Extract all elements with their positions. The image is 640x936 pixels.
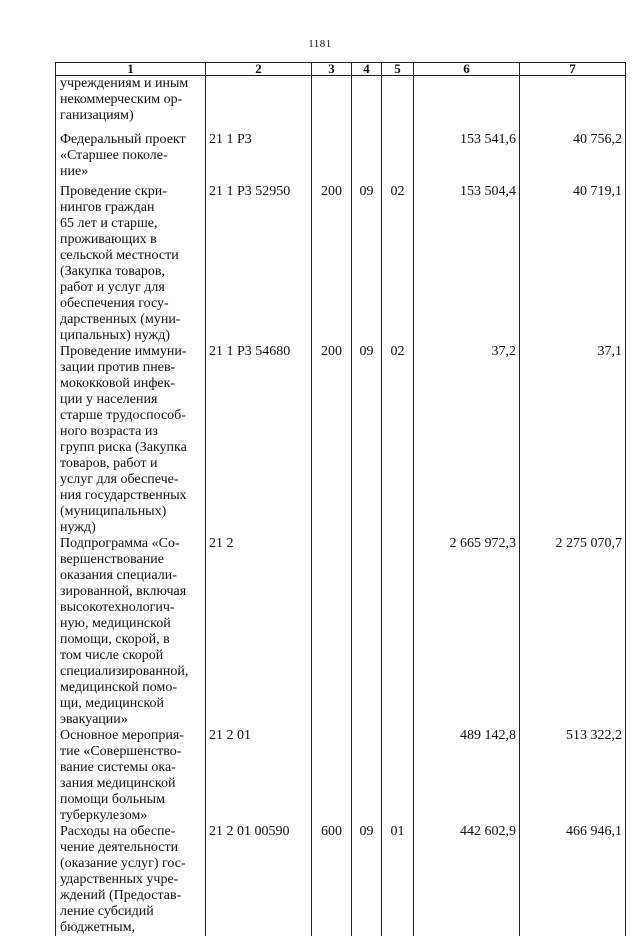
row-col3	[312, 76, 352, 132]
row-value-6: 153 504,4	[414, 184, 520, 344]
row-col5: 02	[382, 344, 414, 536]
row-col5	[382, 536, 414, 728]
header-col-5: 5	[382, 63, 414, 76]
row-col3: 200	[312, 184, 352, 344]
row-col5	[382, 132, 414, 184]
row-value-6: 37,2	[414, 344, 520, 536]
row-col4: 09	[352, 824, 382, 936]
table-row	[56, 536, 626, 728]
table-row	[56, 344, 626, 536]
header-col-1: 1	[56, 63, 206, 76]
row-col3: 600	[312, 824, 352, 936]
row-col4: 09	[352, 184, 382, 344]
row-col4	[352, 728, 382, 824]
table-row	[56, 132, 626, 184]
row-code: 21 1 P3 52950	[206, 184, 312, 344]
row-value-6: 442 602,9	[414, 824, 520, 936]
table-row	[56, 824, 626, 936]
row-col4	[352, 132, 382, 184]
row-code: 21 2 01	[206, 728, 312, 824]
header-col-2: 2	[206, 63, 312, 76]
budget-table	[55, 62, 626, 936]
row-value-7: 513 322,2	[520, 728, 626, 824]
row-value-7: 466 946,1	[520, 824, 626, 936]
header-col-6: 6	[414, 63, 520, 76]
row-value-7: 2 275 070,7	[520, 536, 626, 728]
row-code: 21 1 P3 54680	[206, 344, 312, 536]
row-name: учреждениям и иным некоммерческим ор- ганизациям)	[56, 76, 206, 132]
row-col3	[312, 132, 352, 184]
row-col4: 09	[352, 344, 382, 536]
row-col3: 200	[312, 344, 352, 536]
row-value-7: 37,1	[520, 344, 626, 536]
header-col-7: 7	[520, 63, 626, 76]
row-value-7: 40 756,2	[520, 132, 626, 184]
row-value-7	[520, 76, 626, 132]
row-code: 21 2 01 00590	[206, 824, 312, 936]
table-row	[56, 184, 626, 344]
row-col4	[352, 536, 382, 728]
page-number: 1181	[308, 38, 332, 50]
row-col3	[312, 728, 352, 824]
row-name: Расходы на обеспе- чение деятельности (оказание услуг) гос- ударственных учре- ждений (Предостав- ление субсидий бюджетным,	[56, 824, 206, 936]
table-row	[56, 76, 626, 132]
row-value-6	[414, 76, 520, 132]
row-col5	[382, 728, 414, 824]
row-name: Основное мероприя- тие «Совершенство- вание системы ока- зания медицинской помощи больным туберкулезом»	[56, 728, 206, 824]
row-value-6: 2 665 972,3	[414, 536, 520, 728]
row-value-6: 153 541,6	[414, 132, 520, 184]
header-col-4: 4	[352, 63, 382, 76]
row-name: Проведение иммуни- зации против пнев- мококковой инфек- ции у населения старше трудоспособ- ного возраста из групп риска (Закупка товаров, работ и услуг для обеспече- ния государственных (муниципальных) нужд)	[56, 344, 206, 536]
row-name: Подпрограмма «Со- вершенствование оказания специали- зированной, включая высокотехнологич- ную, медицинской помощи, скорой, в том числе скорой специализированной, медицинской помо- щи, медицинской эвакуации»	[56, 536, 206, 728]
header-row	[56, 63, 626, 76]
row-col3	[312, 536, 352, 728]
row-col5: 01	[382, 824, 414, 936]
header-col-3: 3	[312, 63, 352, 76]
row-name: Федеральный проект «Старшее поколе- ние»	[56, 132, 206, 184]
row-code: 21 2	[206, 536, 312, 728]
row-name: Проведение скри- нингов граждан 65 лет и старше, проживающих в сельской местности (Закупка товаров, работ и услуг для обеспечения госу- дарственных (муни- ципальных) нужд)	[56, 184, 206, 344]
row-value-6: 489 142,8	[414, 728, 520, 824]
row-value-7: 40 719,1	[520, 184, 626, 344]
row-col5: 02	[382, 184, 414, 344]
row-col4	[352, 76, 382, 132]
row-col5	[382, 76, 414, 132]
row-code	[206, 76, 312, 132]
row-code: 21 1 P3	[206, 132, 312, 184]
table-row	[56, 728, 626, 824]
